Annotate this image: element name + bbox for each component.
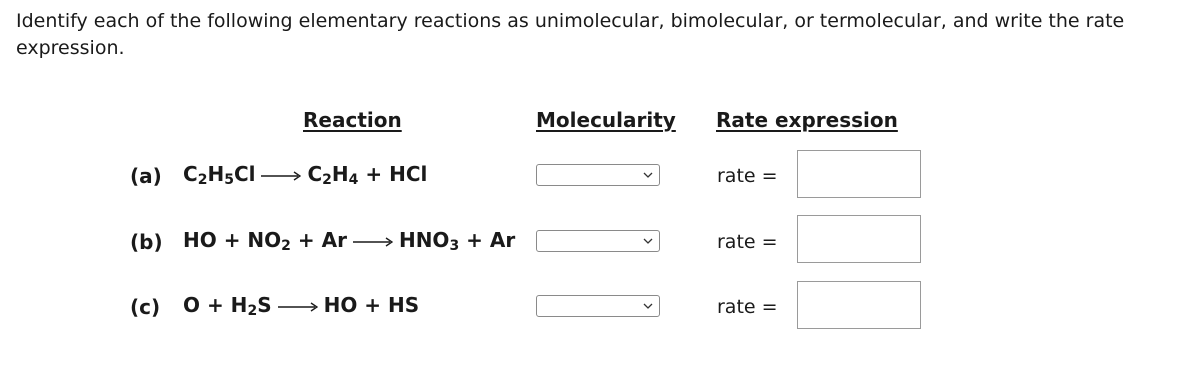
reaction-b-reactants: HO + $NO_2 + Ar$ <box>183 228 347 254</box>
reaction-c-reactants: $O + H_2S$ <box>183 293 272 319</box>
reaction-c-products: HO + HS <box>323 293 420 317</box>
row-c-label: (c) <box>130 295 161 319</box>
rate-input-b[interactable] <box>797 215 921 263</box>
molecularity-select-b[interactable] <box>536 230 660 252</box>
rate-label-c: rate = <box>717 296 778 318</box>
row-a-label: (a) <box>130 164 162 188</box>
header-rate-expression: Rate expression <box>716 108 898 132</box>
rate-label-b: rate = <box>717 231 778 253</box>
header-molecularity: Molecularity <box>536 108 676 132</box>
reaction-arrow-icon <box>261 170 301 182</box>
reaction-c <box>183 293 419 317</box>
reaction-b <box>183 228 515 252</box>
rate-input-c[interactable] <box>797 281 921 329</box>
reaction-a-reactants: $C_2H_5Cl$ <box>183 162 256 188</box>
reaction-a <box>183 162 427 186</box>
question-prompt: Identify each of the following elementary reactions as unimolecular, bimolecular, or termolecular, and write the rate expression. <box>16 10 1125 59</box>
row-b-label: (b) <box>130 230 163 254</box>
chevron-down-icon <box>643 301 653 311</box>
header-reaction: Reaction <box>303 108 402 132</box>
reaction-b-products: $HNO_3 + Ar$ <box>398 228 516 254</box>
molecularity-select-c[interactable] <box>536 295 660 317</box>
chevron-down-icon <box>643 170 653 180</box>
reaction-a-products: $C_2H_4$ + HCl <box>307 162 428 188</box>
rate-label-a: rate = <box>717 165 778 187</box>
rate-input-a[interactable] <box>797 150 921 198</box>
chevron-down-icon <box>643 236 653 246</box>
reaction-arrow-icon <box>278 301 318 313</box>
molecularity-select-a[interactable] <box>536 164 660 186</box>
reaction-arrow-icon <box>353 236 393 248</box>
